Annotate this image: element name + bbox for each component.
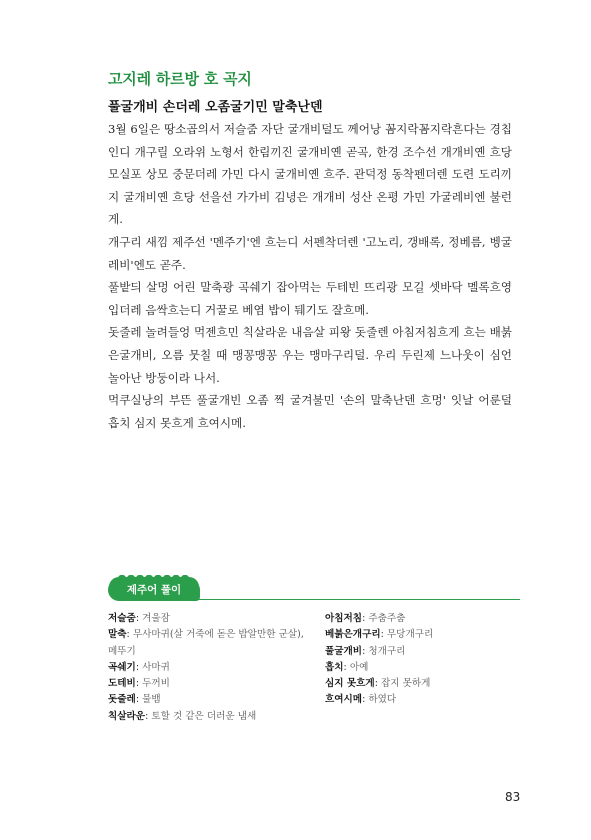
glossary-header (108, 577, 520, 603)
glossary-term: 흐여시메 (325, 694, 363, 706)
glossary-term: 풀굴개비 (325, 645, 363, 657)
glossary-divider (178, 599, 520, 600)
glossary-badge: 제주어 풀이 (108, 579, 200, 601)
glossary-term: 말축 (108, 629, 127, 641)
body-text (108, 118, 512, 434)
glossary-item: 흡치: 아예 (325, 661, 369, 673)
glossary-term: 곡쉐기 (108, 661, 136, 673)
glossary-item: 풀굴개비: 청개구리 (325, 645, 406, 657)
glossary-item: 심지 못흐게: 잡지 못하게 (325, 678, 431, 690)
glossary-right-column (325, 611, 525, 709)
glossary-left-column (108, 611, 308, 725)
paragraph: 먹쿠실낭의 부뜬 풀굴개빈 오좀 찍 굴겨불민 '손의 말축난덴 흐멍' 잇날 어룬덜 흡치 심지 못흐게 흐여시메. (108, 393, 512, 430)
page-number: 83 (505, 790, 521, 804)
glossary-term: 아침저침 (325, 613, 363, 624)
glossary-definition: 무당개구리 (386, 629, 434, 641)
glossary-item: 베붉은개구리: 무당개구리 (325, 629, 434, 641)
glossary-definition: 물뱀 (142, 694, 161, 706)
glossary-item: 저슬줌: 겨울잠 (108, 613, 170, 624)
glossary-definition: 무사마귀(살 거죽에 돋은 밥알만한 군살), 메뚜기 (108, 629, 304, 657)
glossary-item: 칙살라운: 토할 것 같은 더러운 냄새 (108, 710, 257, 722)
poem-title: 풀굴개비 손더레 오좀굴기민 말축난덴 (108, 100, 323, 115)
glossary-term: 칙살라운 (108, 710, 146, 722)
glossary-term: 베붉은개구리 (325, 629, 381, 641)
glossary-definition: 잡지 못하게 (380, 678, 431, 690)
section-title: 고지레 하르방 호 곡지 (108, 70, 252, 88)
glossary-item: 돗줄레: 물뱀 (108, 694, 161, 706)
glossary-term: 저슬줌 (108, 613, 136, 624)
glossary-definition: 청개구리 (368, 645, 406, 657)
glossary-term: 심지 못흐게 (325, 678, 375, 690)
glossary-item: 곡쉐기: 사마귀 (108, 661, 170, 673)
paragraph: 풀밭듸 살멍 어린 말축광 곡쉐기 잡아먹는 두테빈 뜨리광 모길 셋바닥 멜록흐영 입더레 음싹흐는디 거꿀로 베염 밥이 뒈기도 잘흐메. (108, 280, 512, 317)
glossary-item: 아침저침: 주춤주춤 (325, 613, 406, 624)
paragraph: 돗줄레 놀려들엉 먹젠흐민 칙살라운 내음살 피왕 돗줄렌 아침저침흐게 흐는 배붉은굴개비, 오름 뭇칠 때 맹꽁맹꽁 우는 맹마구리덜. 우리 두린제 느나웃이 심언 놀아난 방둥이라 나서. (108, 325, 512, 385)
glossary-term: 도테비 (108, 678, 136, 690)
glossary-term: 흡치 (325, 661, 344, 673)
glossary-definition: 아예 (349, 661, 369, 673)
glossary-definition: 사마귀 (142, 661, 170, 673)
glossary-item: 도테비: 두꺼비 (108, 678, 170, 690)
glossary-definition: 토할 것 같은 더러운 냄새 (151, 710, 257, 722)
glossary-definition: 하였다 (368, 694, 397, 706)
glossary-definition: 주춤주춤 (368, 613, 406, 624)
glossary-item: 말축: 무사마귀(살 거죽에 돋은 밥알만한 군살), 메뚜기 (108, 629, 304, 657)
paragraph: 3월 6일은 땅소곱의서 저슬줌 자단 굴개비덜도 께어낭 꼼지락꼼지락흔다는 경칩인디 개구릴 오라위 노형서 한림끼진 굴개비옌 곧곡, 한경 조수선 개개비옌 흐당 모실포 상모 중문더레 가민 다시 굴개비옌 흐주. 관덕정 동착펜더렌 도련 도리끼지 굴개비옌 흐당 선을선 가가비 김녕은 개개비 성산 온평 가민 가굴레비엔 불런게. (108, 122, 512, 227)
glossary-definition: 겨울잠 (142, 613, 170, 624)
glossary-item: 흐여시메: 하였다 (325, 694, 397, 706)
glossary-definition: 두꺼비 (142, 678, 170, 690)
paragraph: 개구리 새낌 제주선 '멘주기'엔 흐는디 서펜착더렌 '고노리, 갱배록, 정베름, 벵굴레비'엔도 곧주. (108, 234, 512, 272)
glossary-term: 돗줄레 (108, 694, 136, 706)
